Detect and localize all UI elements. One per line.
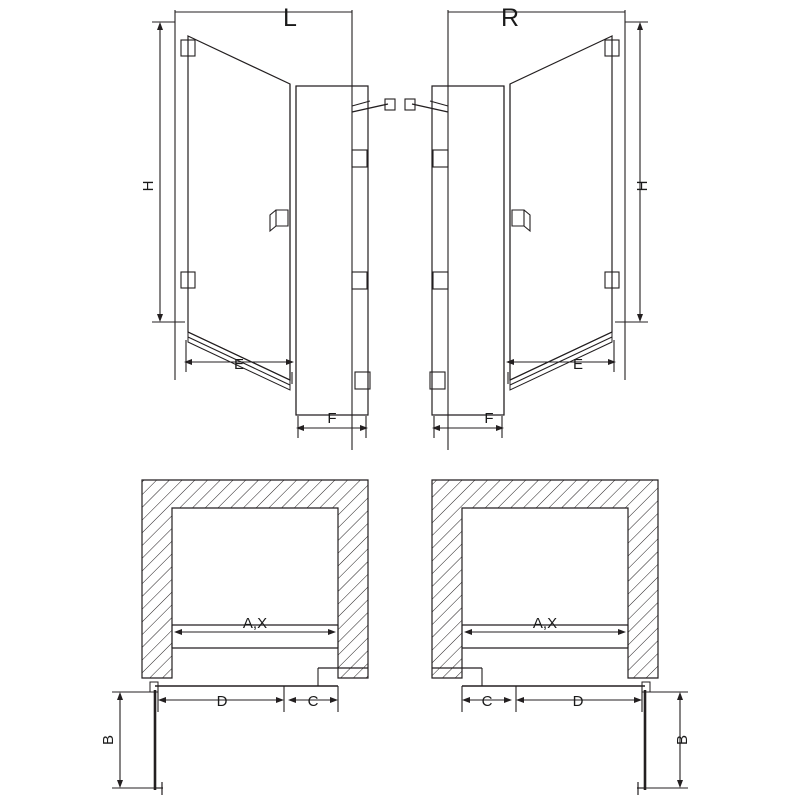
dim-label-e-left: E [233, 356, 245, 373]
dim-label-e-right: E [572, 356, 584, 373]
label-variant-right: R [500, 4, 520, 32]
dim-label-f-right: F [484, 410, 494, 427]
dim-label-ax-left: A,X [242, 615, 268, 632]
dim-label-d-right: D [572, 693, 584, 710]
dim-label-c-right: C [481, 693, 493, 710]
dim-label-f-left: F [327, 410, 337, 427]
dim-label-b-right: B [674, 734, 691, 746]
label-variant-left: L [283, 4, 297, 32]
dim-label-h-right: H [634, 180, 651, 192]
dim-label-c-left: C [307, 693, 319, 710]
dim-label-ax-right: A,X [532, 615, 558, 632]
dim-label-h-left: H [140, 180, 157, 192]
dim-label-d-left: D [216, 693, 228, 710]
dim-label-b-left: B [100, 734, 117, 746]
